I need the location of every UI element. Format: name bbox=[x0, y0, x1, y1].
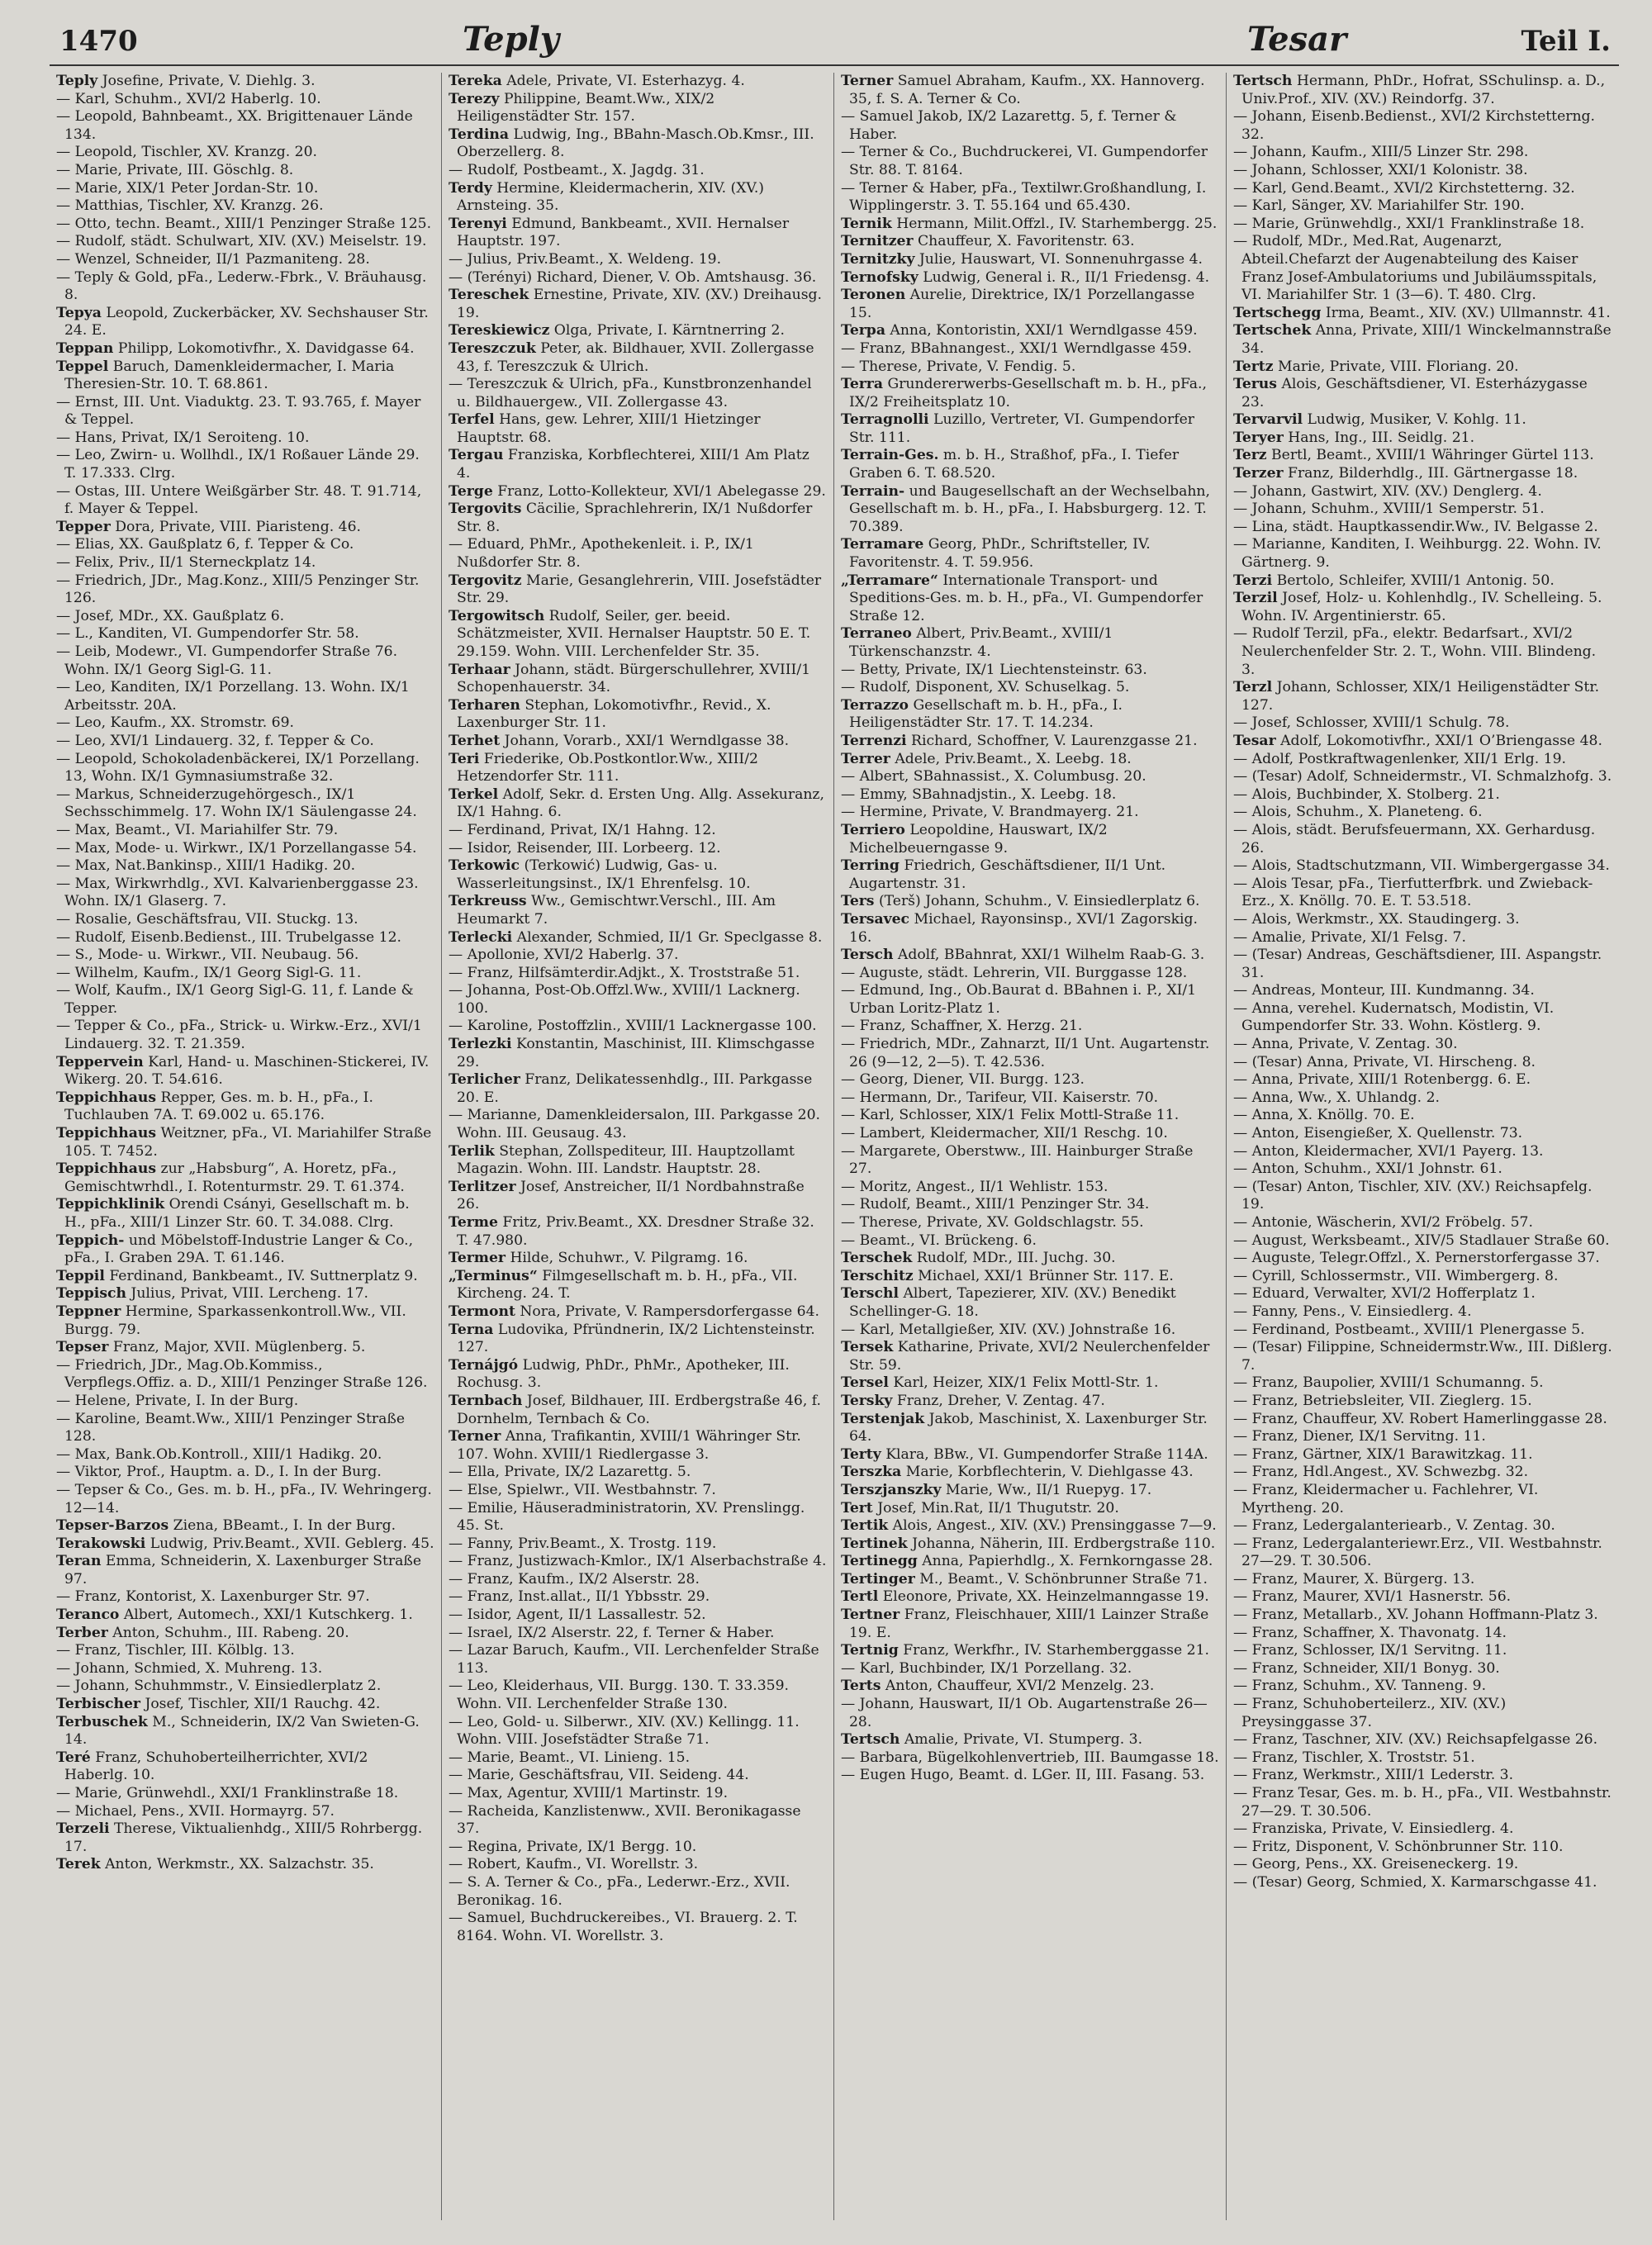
directory-entry: Terenyi Edmund, Bankbeamt., XVII. Hernalser Hauptstr. 197. bbox=[449, 215, 790, 250]
directory-entry: — Beamt., VI. Brückeng. 6. bbox=[841, 1232, 1037, 1249]
directory-entry: — Josef, Schlosser, XVIII/1 Schulg. 78. bbox=[1233, 714, 1510, 732]
directory-entry: — Therese, Private, V. Fendig. 5. bbox=[841, 358, 1076, 375]
directory-entry: Terhet Johann, Vorarb., XXI/1 Werndlgasse 38. bbox=[449, 732, 790, 749]
running-head-left: Teply bbox=[463, 20, 560, 59]
directory-entry: — Israel, IX/2 Alserstr. 22, f. Terner & Haber. bbox=[449, 1624, 775, 1641]
directory-entry: — Karl, Schlosser, XIX/1 Felix Mottl-Straße 11. bbox=[841, 1107, 1180, 1124]
directory-entry: Tersek Katharine, Private, XVI/2 Neulerchenfelder Str. 59. bbox=[841, 1339, 1210, 1374]
directory-entry: Teppil Ferdinand, Bankbeamt., IV. Suttnerplatz 9. bbox=[56, 1267, 418, 1284]
page-number: 1470 bbox=[59, 25, 138, 58]
directory-entry: Terzer Franz, Bilderhdlg., III. Gärtnergasse 18. bbox=[1233, 465, 1578, 482]
directory-entry: Terakowski Ludwig, Priv.Beamt., XVII. Geblerg. 45. bbox=[56, 1535, 434, 1552]
directory-entry: — Leib, Modewr., VI. Gumpendorfer Straße 76. Wohn. IX/1 Georg Sigl-G. 11. bbox=[56, 643, 398, 678]
directory-entry: — Alois, Buchbinder, X. Stolberg. 21. bbox=[1233, 786, 1500, 803]
directory-entry: Terty Klara, BBw., VI. Gumpendorfer Straße 114A. bbox=[841, 1445, 1208, 1463]
directory-entry: Terra Grundererwerbs-Gesellschaft m. b. H., pFa., IX/2 Freiheitsplatz 10. bbox=[841, 376, 1207, 411]
directory-entry: — Franz, Ledergalanteriearb., V. Zentag. 30. bbox=[1233, 1517, 1555, 1535]
column-4 bbox=[1227, 73, 1619, 2220]
directory-entry: — Franz, Taschner, XIV. (XV.) Reichsapfelgasse 26. bbox=[1233, 1731, 1598, 1749]
directory-entry: — Julius, Priv.Beamt., X. Weldeng. 19. bbox=[449, 250, 722, 268]
directory-entry: — Rudolf, Beamt., XIII/1 Penzinger Str. 34. bbox=[841, 1196, 1150, 1213]
directory-entry: — Marie, Geschäftsfrau, VII. Seideng. 44. bbox=[449, 1767, 749, 1784]
directory-entry: Tertnig Franz, Werkfhr., IV. Starhemberggasse 21. bbox=[841, 1642, 1209, 1659]
directory-entry: — August, Werksbeamt., XIV/5 Stadlauer Straße 60. bbox=[1233, 1232, 1610, 1249]
directory-entry: Terschl Albert, Tapezierer, XIV. (XV.) Benedikt Schellinger-G. 18. bbox=[841, 1285, 1176, 1320]
directory-entry: — Edmund, Ing., Ob.Baurat d. BBahnen i. P., XI/1 Urban Loritz-Platz 1. bbox=[841, 982, 1197, 1017]
directory-entry: Terzeli Therese, Viktualienhdg., XIII/5 Rohrbergg. 17. bbox=[56, 1820, 423, 1855]
directory-entry: — Leo, Kleiderhaus, VII. Burgg. 130. T. 33.359. Wohn. VII. Lerchenfelder Straße 130. bbox=[449, 1678, 790, 1713]
directory-entry: Tergovitz Marie, Gesanglehrerin, VIII. Josefstädter Str. 29. bbox=[449, 572, 822, 607]
directory-entry: — Cyrill, Schlossermstr., VII. Wimbergerg. 8. bbox=[1233, 1267, 1559, 1284]
directory-entry: Tersch Adolf, BBahnrat, XXI/1 Wilhelm Raab-G. 3. bbox=[841, 947, 1205, 964]
directory-entry: Teppichhaus Repper, Ges. m. b. H., pFa., I. Tuchlauben 7A. T. 69.002 u. 65.176. bbox=[56, 1089, 373, 1124]
directory-entry: Teré Franz, Schuhoberteilherrichter, XVI/2 Haberlg. 10. bbox=[56, 1749, 368, 1784]
directory-entry: — Franz, Baupolier, XVIII/1 Schumanng. 5. bbox=[1233, 1374, 1544, 1392]
directory-entry: — Karl, Gend.Beamt., XVI/2 Kirchstetterng. 32. bbox=[1233, 179, 1575, 197]
directory-entry: Tepser Franz, Major, XVII. Müglenberg. 5. bbox=[56, 1339, 366, 1356]
directory-entry: Terramare Georg, PhDr., Schriftsteller, IV. Favoritenstr. 4. T. 59.956. bbox=[841, 536, 1151, 572]
directory-entry: — Ostas, III. Untere Weißgärber Str. 48. T. 91.714, f. Mayer & Teppel. bbox=[56, 482, 422, 518]
directory-entry: — Marie, XIX/1 Peter Jordan-Str. 10. bbox=[56, 179, 319, 197]
directory-entry: — Franz, Schuhoberteilerz., XIV. (XV.) Preysinggasse 37. bbox=[1233, 1696, 1507, 1730]
directory-entry: Terzil Josef, Holz- u. Kohlenhdlg., IV. Schelleing. 5. Wohn. IV. Argentinierstr. 65. bbox=[1233, 590, 1602, 624]
directory-entry: — Johann, Schmied, X. Muhreng. 13. bbox=[56, 1659, 323, 1677]
directory-entry: — Helene, Private, I. In der Burg. bbox=[56, 1392, 299, 1409]
directory-entry: — Alois, Stadtschutzmann, VII. Wimbergergasse 34. bbox=[1233, 857, 1610, 875]
directory-entry: Ternik Hermann, Milit.Offzl., IV. Starhembergg. 25. bbox=[841, 215, 1218, 232]
directory-entry: — Karl, Schuhm., XVI/2 Haberlg. 10. bbox=[56, 90, 321, 107]
directory-entry: — Franz, Hilfsämterdir.Adjkt., X. Troststraße 51. bbox=[449, 964, 800, 981]
directory-entry: — Max, Beamt., VI. Mariahilfer Str. 79. bbox=[56, 821, 339, 838]
directory-entry: Tertschegg Irma, Beamt., XIV. (XV.) Ullmannstr. 41. bbox=[1233, 304, 1611, 321]
directory-entry: Ternbach Josef, Bildhauer, III. Erdbergstraße 46, f. Dornhelm, Ternbach & Co. bbox=[449, 1392, 821, 1427]
directory-entry: Tepya Leopold, Zuckerbäcker, XV. Sechshauser Str. 24. E. bbox=[56, 304, 429, 339]
directory-entry: — Samuel Jakob, IX/2 Lazarettg. 5, f. Terner & Haber. bbox=[841, 108, 1177, 143]
directory-entry: — Otto, techn. Beamt., XIII/1 Penzinger Straße 125. bbox=[56, 215, 432, 232]
directory-entry: — Karoline, Postoffzlin., XVIII/1 Lacknergasse 100. bbox=[449, 1018, 817, 1035]
directory-entry: Ters (Terš) Johann, Schuhm., V. Einsiedlerplatz 6. bbox=[841, 893, 1200, 910]
directory-entry: — Franz, BBahnangest., XXI/1 Werndlgasse 459. bbox=[841, 339, 1192, 357]
directory-entry: Terrenzi Richard, Schoffner, V. Laurenzgasse 21. bbox=[841, 732, 1198, 749]
directory-entry: — Fanny, Priv.Beamt., X. Trostg. 119. bbox=[449, 1535, 717, 1552]
directory-entry: — Ella, Private, IX/2 Lazarettg. 5. bbox=[449, 1464, 691, 1481]
directory-entry: Terkel Adolf, Sekr. d. Ersten Ung. Allg. Assekuranz, IX/1 Hahng. 6. bbox=[449, 786, 824, 821]
directory-entry: Tereschek Ernestine, Private, XIV. (XV.) Dreihausg. 19. bbox=[449, 287, 823, 321]
directory-entry: Termer Hilde, Schuhwr., V. Pilgramg. 16. bbox=[449, 1250, 748, 1267]
directory-entry: Tertl Eleonore, Private, XX. Heinzelmanngasse 19. bbox=[841, 1588, 1209, 1606]
directory-entry: — Therese, Private, XV. Goldschlagstr. 55. bbox=[841, 1214, 1144, 1231]
directory-entry: — Lazar Baruch, Kaufm., VII. Lerchenfelder Straße 113. bbox=[449, 1642, 819, 1677]
directory-entry: — Franz, Kaufm., IX/2 Alserstr. 28. bbox=[449, 1570, 700, 1588]
directory-entry: Teppner Hermine, Sparkassenkontroll.Ww., VII. Burgg. 79. bbox=[56, 1303, 406, 1338]
directory-entry: Teppisch Julius, Privat, VIII. Lercheng. 17. bbox=[56, 1285, 368, 1303]
directory-entry: — Josef, MDr., XX. Gaußplatz 6. bbox=[56, 607, 285, 624]
directory-entry: Tersky Franz, Dreher, V. Zentag. 47. bbox=[841, 1392, 1105, 1409]
directory-entry: Terlezki Konstantin, Maschinist, III. Klimschgasse 29. bbox=[449, 1036, 815, 1070]
directory-entry: — Eduard, PhMr., Apothekenleit. i. P., IX/1 Nußdorfer Str. 8. bbox=[449, 536, 754, 572]
directory-entry: — Fanny, Pens., V. Einsiedlerg. 4. bbox=[1233, 1303, 1472, 1320]
directory-entry: — Alois, Schuhm., X. Planeteng. 6. bbox=[1233, 804, 1483, 821]
directory-entry: — Franz, Diener, IX/1 Servitng. 11. bbox=[1233, 1428, 1486, 1445]
directory-entry: Terhaar Johann, städt. Bürgerschullehrer, XVIII/1 Schopenhauerstr. 34. bbox=[449, 661, 811, 696]
directory-entry: Tertschek Anna, Private, XIII/1 Winckelmannstraße 34. bbox=[1233, 322, 1612, 357]
directory-entry: — Robert, Kaufm., VI. Worellstr. 3. bbox=[449, 1856, 699, 1873]
directory-entry: — Franz, Werkmstr., XIII/1 Lederstr. 3. bbox=[1233, 1767, 1514, 1784]
directory-entry: Terdy Hermine, Kleidermacherin, XIV. (XV.) Arnsteing. 35. bbox=[449, 179, 765, 215]
directory-entry: — Leo, Zwirn- u. Wollhdl., IX/1 Roßauer Lände 29. T. 17.333. Clrg. bbox=[56, 447, 420, 482]
directory-entry: — Franz, Maurer, XVI/1 Hasnerstr. 56. bbox=[1233, 1588, 1512, 1606]
directory-entry: — Max, Mode- u. Wirkwr., IX/1 Porzellangasse 54. bbox=[56, 839, 417, 857]
running-head-right: Tesar bbox=[1247, 20, 1347, 59]
directory-entry: Terlitzer Josef, Anstreicher, II/1 Nordbahnstraße 26. bbox=[449, 1178, 805, 1213]
directory-entry: — Wilhelm, Kaufm., IX/1 Georg Sigl-G. 11. bbox=[56, 964, 362, 981]
directory-entry: — Marianne, Kanditen, I. Weihburgg. 22. Wohn. IV. Gärtnerg. 9. bbox=[1233, 536, 1602, 572]
directory-entry: — (Tesar) Anna, Private, VI. Hirscheng. 8. bbox=[1233, 1053, 1536, 1070]
directory-entry: — Racheida, Kanzlistenww., XVII. Beronikagasse 37. bbox=[449, 1802, 801, 1838]
directory-entry: — Matthias, Tischler, XV. Kranzg. 26. bbox=[56, 197, 324, 215]
directory-entry: — Karl, Sänger, XV. Mariahilfer Str. 190. bbox=[1233, 197, 1525, 215]
directory-entry: Tertik Alois, Angest., XIV. (XV.) Prensinggasse 7—9. bbox=[841, 1517, 1217, 1535]
directory-entry: — Rudolf, Eisenb.Bedienst., III. Trubelgasse 12. bbox=[56, 928, 401, 946]
directory-entry: Terge Franz, Lotto-Kollekteur, XVI/1 Abelegasse 29. bbox=[449, 482, 826, 500]
directory-entry: — Johann, Kaufm., XIII/5 Linzer Str. 298. bbox=[1233, 144, 1529, 161]
directory-entry: Terlecki Alexander, Schmied, II/1 Gr. Speclgasse 8. bbox=[449, 928, 823, 946]
directory-entry: Terrazzo Gesellschaft m. b. H., pFa., I. Heiligenstädter Str. 17. T. 14.234. bbox=[841, 696, 1123, 732]
directory-entry: Terner Samuel Abraham, Kaufm., XX. Hannoverg. 35, f. S. A. Terner & Co. bbox=[841, 73, 1205, 107]
directory-entry: — Marie, Beamt., VI. Linieng. 15. bbox=[449, 1749, 691, 1766]
directory-entry: — Auguste, städt. Lehrerin, VII. Burggasse 128. bbox=[841, 964, 1188, 981]
directory-entry: — Johanna, Post-Ob.Offzl.Ww., XVIII/1 Lacknerg. 100. bbox=[449, 982, 800, 1017]
directory-entry: — Anton, Kleidermacher, XVI/1 Payerg. 13. bbox=[1233, 1142, 1544, 1160]
directory-entry: — Anna, Ww., X. Uhlandg. 2. bbox=[1233, 1089, 1440, 1106]
directory-entry: Teranco Albert, Automech., XXI/1 Kutschkerg. 1. bbox=[56, 1607, 413, 1624]
directory-entry: — Alois, Werkmstr., XX. Staudingerg. 3. bbox=[1233, 910, 1520, 928]
directory-columns bbox=[50, 73, 1619, 2220]
directory-entry: — Anton, Eisengießer, X. Quellenstr. 73. bbox=[1233, 1125, 1523, 1142]
directory-entry: — Rudolf, städt. Schulwart, XIV. (XV.) Meiselstr. 19. bbox=[56, 233, 427, 250]
directory-entry: Terraneo Albert, Priv.Beamt., XVIII/1 Türkenschanzstr. 4. bbox=[841, 625, 1113, 660]
directory-entry: Terrain-Ges. m. b. H., Straßhof, pFa., I. Tiefer Graben 6. T. 68.520. bbox=[841, 447, 1180, 482]
directory-entry: Terschitz Michael, XXI/1 Brünner Str. 117. E. bbox=[841, 1267, 1174, 1284]
directory-entry: Teryer Hans, Ing., III. Seidlg. 21. bbox=[1233, 429, 1475, 446]
directory-entry: — Eugen Hugo, Beamt. d. LGer. II, III. Fasang. 53. bbox=[841, 1767, 1205, 1784]
directory-entry: Tergau Franziska, Korbflechterei, XIII/1 Am Platz 4. bbox=[449, 447, 809, 482]
directory-entry: — Rudolf, Postbeamt., X. Jagdg. 31. bbox=[449, 161, 705, 178]
directory-entry: Terbuschek M., Schneiderin, IX/2 Van Swieten-G. 14. bbox=[56, 1713, 420, 1749]
directory-entry: — S., Mode- u. Wirkwr., VII. Neubaug. 56. bbox=[56, 947, 359, 964]
directory-entry: Teppichklinik Orendi Csányi, Gesellschaft m. b. H., pFa., XIII/1 Linzer Str. 60. T. 34.088. Clrg. bbox=[56, 1196, 410, 1231]
directory-entry: — Isidor, Agent, II/1 Lassallestr. 52. bbox=[449, 1607, 706, 1624]
directory-entry: — Johann, Schuhm., XVIII/1 Semperstr. 51. bbox=[1233, 501, 1545, 518]
directory-entry: — Franz, Kleidermacher u. Fachlehrer, VI. Myrtheng. 20. bbox=[1233, 1481, 1539, 1516]
directory-entry: — Franz, Chauffeur, XV. Robert Hamerlinggasse 28. bbox=[1233, 1410, 1607, 1427]
page-header bbox=[50, 15, 1619, 66]
directory-entry: Terner Anna, Trafikantin, XVIII/1 Währinger Str. 107. Wohn. XVIII/1 Riedlergasse 3. bbox=[449, 1428, 801, 1463]
directory-entry: Terbischer Josef, Tischler, XII/1 Rauchg. 42. bbox=[56, 1696, 381, 1713]
directory-entry: — Alois Tesar, pFa., Tierfutterfbrk. und Zwieback-Erz., X. Knöllg. 70. E. T. 53.518. bbox=[1233, 875, 1593, 910]
directory-entry: — Emmy, SBahnadjstin., X. Leebg. 18. bbox=[841, 786, 1117, 803]
directory-entry: Tersavec Michael, Rayonsinsp., XVI/1 Zagorskig. 16. bbox=[841, 910, 1199, 946]
directory-entry: — Anna, Private, XIII/1 Rotenbergg. 6. E. bbox=[1233, 1071, 1531, 1089]
directory-entry: Terkowic (Terkowić) Ludwig, Gas- u. Wasserleitungsinst., IX/1 Ehrenfelsg. 10. bbox=[449, 857, 751, 892]
directory-entry: Teppel Baruch, Damenkleidermacher, I. Maria Theresien-Str. 10. T. 68.861. bbox=[56, 358, 395, 393]
directory-entry: — Tepser & Co., Ges. m. b. H., pFa., IV. Wehringerg. 12—14. bbox=[56, 1481, 432, 1516]
directory-entry: Terna Ludovika, Pfründnerin, IX/2 Lichtensteinstr. 127. bbox=[449, 1321, 815, 1356]
directory-entry: Terlicher Franz, Delikatessenhdlg., III. Parkgasse 20. E. bbox=[449, 1071, 813, 1106]
directory-entry: Teri Friederike, Ob.Postkontlor.Ww., XIII/2 Hetzendorfer Str. 111. bbox=[449, 750, 758, 786]
directory-entry: — Felix, Priv., II/1 Sterneckplatz 14. bbox=[56, 554, 316, 572]
directory-entry: Teppichhaus Weitzner, pFa., VI. Mariahilfer Straße 105. T. 7452. bbox=[56, 1125, 432, 1160]
directory-entry: Terlik Stephan, Zollspediteur, III. Hauptzollamt Magazin. Wohn. III. Landstr. Hauptstr. 28. bbox=[449, 1142, 795, 1178]
directory-entry: Teply Josefine, Private, V. Diehlg. 3. bbox=[56, 73, 316, 89]
part-label: Teil I. bbox=[1521, 25, 1611, 58]
directory-entry: — Johann, Hauswart, II/1 Ob. Augartenstraße 26—28. bbox=[841, 1696, 1208, 1730]
directory-entry: — Franz, Schneider, XII/1 Bonyg. 30. bbox=[1233, 1659, 1500, 1677]
directory-entry: — Marianne, Damenkleidersalon, III. Parkgasse 20. Wohn. III. Geusaug. 43. bbox=[449, 1107, 820, 1142]
directory-entry: — Michael, Pens., XVII. Hormayrg. 57. bbox=[56, 1802, 335, 1820]
directory-entry: Tepser-Barzos Ziena, BBeamt., I. In der Burg. bbox=[56, 1517, 396, 1535]
directory-entry: — Barbara, Bügelkohlenvertrieb, III. Baumgasse 18. bbox=[841, 1749, 1219, 1766]
directory-entry: — Alois, städt. Berufsfeuermann, XX. Gerhardusg. 26. bbox=[1233, 821, 1596, 857]
directory-entry: Terts Anton, Chauffeur, XVI/2 Menzelg. 23. bbox=[841, 1678, 1155, 1695]
directory-entry: — Samuel, Buchdruckereibes., VI. Brauerg. 2. T. 8164. Wohn. VI. Worellstr. 3. bbox=[449, 1910, 798, 1944]
directory-entry: Tersel Karl, Heizer, XIX/1 Felix Mottl-Str. 1. bbox=[841, 1374, 1159, 1392]
directory-entry: — Rudolf, Disponent, XV. Schuselkag. 5. bbox=[841, 679, 1130, 696]
directory-entry: — Max, Bank.Ob.Kontroll., XIII/1 Hadikg. 20. bbox=[56, 1445, 382, 1463]
directory-entry: Teppich- und Möbelstoff-Industrie Langer & Co., pFa., I. Graben 29A. T. 61.146. bbox=[56, 1232, 414, 1267]
directory-entry: — Eduard, Verwalter, XVI/2 Hofferplatz 1. bbox=[1233, 1285, 1536, 1303]
directory-entry: — Leo, Kaufm., XX. Stromstr. 69. bbox=[56, 714, 294, 732]
directory-entry: — Andreas, Monteur, III. Kundmanng. 34. bbox=[1233, 982, 1535, 999]
directory-entry: Tertsch Amalie, Private, VI. Stumperg. 3. bbox=[841, 1731, 1143, 1749]
directory-entry: — Friedrich, MDr., Zahnarzt, II/1 Unt. Augartenstr. 26 (9—12, 2—5). T. 42.536. bbox=[841, 1036, 1210, 1070]
directory-entry: — Regina, Private, IX/1 Bergg. 10. bbox=[449, 1838, 697, 1855]
directory-entry: Terber Anton, Schuhm., III. Rabeng. 20. bbox=[56, 1624, 349, 1641]
directory-entry: Terriero Leopoldine, Hauswart, IX/2 Michelbeuerngasse 9. bbox=[841, 821, 1108, 857]
directory-entry: Ternofsky Ludwig, General i. R., II/1 Friedensg. 4. bbox=[841, 268, 1210, 286]
directory-entry: — Max, Agentur, XVIII/1 Martinstr. 19. bbox=[449, 1785, 729, 1801]
directory-entry: — Hermine, Private, V. Brandmayerg. 21. bbox=[841, 804, 1139, 821]
directory-entry: — Friedrich, JDr., Mag.Ob.Kommiss., Verpflegs.Offiz. a. D., XIII/1 Penzinger Straße 126. bbox=[56, 1356, 428, 1392]
directory-entry: — Albert, SBahnassist., X. Columbusg. 20. bbox=[841, 768, 1146, 786]
directory-entry: Tervarvil Ludwig, Musiker, V. Kohlg. 11. bbox=[1233, 411, 1526, 429]
directory-entry: — Franz, Justizwach-Kmlor., IX/1 Alserbachstraße 4. bbox=[449, 1553, 827, 1570]
directory-entry: Terfel Hans, gew. Lehrer, XIII/1 Hietzinger Hauptstr. 68. bbox=[449, 411, 761, 446]
directory-entry: — (Tesar) Georg, Schmied, X. Karmarschgasse 41. bbox=[1233, 1873, 1597, 1891]
directory-entry: Terring Friedrich, Geschäftsdiener, II/1 Unt. Augartenstr. 31. bbox=[841, 857, 1166, 892]
directory-entry: Terkreuss Ww., Gemischtwr.Verschl., III. Am Heumarkt 7. bbox=[449, 893, 776, 928]
directory-entry: — Apollonie, XVI/2 Haberlg. 37. bbox=[449, 947, 679, 964]
directory-entry: — Margarete, Oberstww., III. Hainburger Straße 27. bbox=[841, 1142, 1194, 1178]
directory-entry: Tertner Franz, Fleischhauer, XIII/1 Lainzer Straße 19. E. bbox=[841, 1607, 1209, 1641]
directory-entry: Tertinegg Anna, Papierhdlg., X. Fernkorngasse 28. bbox=[841, 1553, 1213, 1570]
directory-entry: Terdina Ludwig, Ing., BBahn-Masch.Ob.Kmsr., III. Oberzellerg. 8. bbox=[449, 126, 814, 161]
directory-entry: — Max, Wirkwrhdlg., XVI. Kalvarienberggasse 23. Wohn. IX/1 Glaserg. 7. bbox=[56, 875, 419, 910]
directory-entry: — L., Kanditen, VI. Gumpendorfer Str. 58. bbox=[56, 625, 359, 643]
directory-entry: — Amalie, Private, XI/1 Felsg. 7. bbox=[1233, 928, 1466, 946]
directory-entry: Terek Anton, Werkmstr., XX. Salzachstr. 35. bbox=[56, 1856, 374, 1873]
directory-entry: — Ferdinand, Privat, IX/1 Hahng. 12. bbox=[449, 821, 716, 838]
directory-entry: — Franz, Ledergalanteriewr.Erz., VII. Westbahnstr. 27—29. T. 30.506. bbox=[1233, 1535, 1602, 1570]
column-2 bbox=[442, 73, 834, 2220]
directory-entry: — Anton, Schuhm., XXI/1 Johnstr. 61. bbox=[1233, 1160, 1502, 1178]
directory-entry: — Franz, Betriebsleiter, VII. Zieglerg. 15. bbox=[1233, 1392, 1532, 1409]
directory-entry: — Elias, XX. Gaußplatz 6, f. Tepper & Co. bbox=[56, 536, 354, 553]
directory-entry: — Franz, Schaffner, X. Thavonatg. 14. bbox=[1233, 1624, 1507, 1641]
directory-entry: — Franz, Tischler, III. Kölblg. 13. bbox=[56, 1642, 295, 1659]
directory-entry: — Georg, Pens., XX. Greiseneckerg. 19. bbox=[1233, 1856, 1519, 1873]
directory-entry: — Max, Nat.Bankinsp., XIII/1 Hadikg. 20. bbox=[56, 857, 356, 875]
directory-entry: Terharen Stephan, Lokomotivfhr., Revid., X. Laxenburger Str. 11. bbox=[449, 696, 771, 732]
directory-entry: — Marie, Private, III. Göschlg. 8. bbox=[56, 161, 294, 178]
directory-entry: — Antonie, Wäscherin, XVI/2 Fröbelg. 57. bbox=[1233, 1214, 1533, 1231]
directory-entry: Teran Emma, Schneiderin, X. Laxenburger Straße 97. bbox=[56, 1553, 422, 1588]
directory-entry: — Emilie, Häuseradministratorin, XV. Prenslingg. 45. St. bbox=[449, 1499, 805, 1535]
directory-entry: — Ernst, III. Unt. Viaduktg. 23. T. 93.765, f. Mayer & Teppel. bbox=[56, 393, 421, 429]
directory-entry: — Hans, Privat, IX/1 Seroiteng. 10. bbox=[56, 429, 310, 446]
directory-entry: Tertsch Hermann, PhDr., Hofrat, SSchulinsp. a. D., Univ.Prof., XIV. (XV.) Reindorfg. 37. bbox=[1233, 73, 1606, 107]
directory-entry: Tereka Adele, Private, VI. Esterhazyg. 4. bbox=[449, 73, 745, 89]
directory-entry: — Rosalie, Geschäftsfrau, VII. Stuckg. 13. bbox=[56, 910, 358, 928]
directory-entry: Terrain- und Baugesellschaft an der Wechselbahn, Gesellschaft m. b. H., pFa., I. Habsburgerg. 12. T. 70.389. bbox=[841, 482, 1210, 535]
directory-entry: Tertinek Johanna, Näherin, III. Erdbergstraße 110. bbox=[841, 1535, 1216, 1552]
directory-entry: — Wolf, Kaufm., IX/1 Georg Sigl-G. 11, f. Lande & Tepper. bbox=[56, 982, 414, 1017]
directory-entry: — Betty, Private, IX/1 Liechtensteinstr. 63. bbox=[841, 661, 1147, 678]
directory-entry: — (Tesar) Anton, Tischler, XIV. (XV.) Reichsapfelg. 19. bbox=[1233, 1178, 1593, 1213]
directory-entry: — Leopold, Tischler, XV. Kranzg. 20. bbox=[56, 144, 318, 161]
directory-entry: — Teply & Gold, pFa., Lederw.-Fbrk., V. Bräuhausg. 8. bbox=[56, 268, 427, 304]
directory-entry: — (Terényi) Richard, Diener, V. Ob. Amtshausg. 36. bbox=[449, 268, 817, 286]
directory-entry: Tepper Dora, Private, VIII. Piaristeng. 46. bbox=[56, 518, 361, 535]
directory-entry: — Anna, X. Knöllg. 70. E. bbox=[1233, 1107, 1415, 1124]
directory-entry: — Ferdinand, Postbeamt., XVIII/1 Plenergasse 5. bbox=[1233, 1321, 1585, 1338]
directory-entry: — Johann, Gastwirt, XIV. (XV.) Denglerg. 4. bbox=[1233, 482, 1542, 500]
directory-entry: Tereszczuk Peter, ak. Bildhauer, XVII. Zollergasse 43, f. Tereszczuk & Ulrich. bbox=[449, 339, 814, 375]
directory-entry: — Franz, Tischler, X. Troststr. 51. bbox=[1233, 1749, 1475, 1766]
directory-entry: — Johann, Schlosser, XXI/1 Kolonistr. 38. bbox=[1233, 161, 1528, 178]
directory-entry: Terrer Adele, Priv.Beamt., X. Leebg. 18. bbox=[841, 750, 1132, 767]
directory-entry: — Leopold, Bahnbeamt., XX. Brigittenauer Lände 134. bbox=[56, 108, 413, 143]
directory-entry: — Karl, Buchbinder, IX/1 Porzellang. 32. bbox=[841, 1659, 1132, 1677]
directory-entry: Tesar Adolf, Lokomotivfhr., XXI/1 O’Briengasse 48. bbox=[1233, 732, 1602, 749]
directory-entry: — Fritz, Disponent, V. Schönbrunner Str. 110. bbox=[1233, 1838, 1564, 1855]
directory-entry: Teppervein Karl, Hand- u. Maschinen-Stickerei, IV. Wikerg. 20. T. 54.616. bbox=[56, 1053, 430, 1089]
directory-entry: — Leo, Gold- u. Silberwr., XIV. (XV.) Kellingg. 11. Wohn. VIII. Josefstädter Straße 71. bbox=[449, 1713, 800, 1749]
directory-entry: — Wenzel, Schneider, II/1 Pazmaniteng. 28. bbox=[56, 250, 370, 268]
directory-entry: — Lambert, Kleidermacher, XII/1 Reschg. 10. bbox=[841, 1125, 1168, 1142]
directory-entry: — Marie, Grünwehdlg., XXI/1 Franklinstraße 18. bbox=[1233, 215, 1585, 232]
directory-entry: Terragnolli Luzillo, Vertreter, VI. Gumpendorfer Str. 111. bbox=[841, 411, 1194, 446]
directory-entry: — Moritz, Angest., II/1 Wehlistr. 153. bbox=[841, 1178, 1108, 1195]
column-1 bbox=[50, 73, 442, 2220]
directory-entry: — Markus, Schneiderzugehörgesch., IX/1 Sechsschimmelg. 17. Wohn IX/1 Säulengasse 24. bbox=[56, 786, 417, 821]
directory-entry: Terszka Marie, Korbflechterin, V. Diehlgasse 43. bbox=[841, 1464, 1194, 1481]
directory-entry: — Else, Spielwr., VII. Westbahnstr. 7. bbox=[449, 1481, 716, 1498]
directory-entry: Terpa Anna, Kontoristin, XXI/1 Werndlgasse 459. bbox=[841, 322, 1198, 339]
directory-entry: — Terner & Haber, pFa., Textilwr.Großhandlung, I. Wipplingerstr. 3. T. 55.164 und 65.430. bbox=[841, 179, 1207, 215]
directory-entry: Tereskiewicz Olga, Private, I. Kärntnerring 2. bbox=[449, 322, 785, 339]
directory-entry: — Franz, Schaffner, X. Herzg. 21. bbox=[841, 1018, 1083, 1035]
directory-entry: — Franz, Metallarb., XV. Johann Hoffmann-Platz 3. bbox=[1233, 1607, 1598, 1624]
directory-entry: Terus Alois, Geschäftsdiener, VI. Esterházygasse 23. bbox=[1233, 376, 1588, 411]
directory-entry: — Karoline, Beamt.Ww., XIII/1 Penzinger Straße 128. bbox=[56, 1410, 406, 1445]
directory-entry: — Georg, Diener, VII. Burgg. 123. bbox=[841, 1071, 1085, 1089]
directory-entry: — Rudolf Terzil, pFa., elektr. Bedarfsart., XVI/2 Neulerchenfelder Str. 2. T., Wohn. VIII. Blindeng. 3. bbox=[1233, 625, 1597, 678]
directory-entry: Tertinger M., Beamt., V. Schönbrunner Straße 71. bbox=[841, 1570, 1208, 1588]
directory-entry: Tert Josef, Min.Rat, II/1 Thugutstr. 20. bbox=[841, 1499, 1119, 1516]
directory-entry: Terszjanszky Marie, Ww., II/1 Ruepyg. 17. bbox=[841, 1481, 1152, 1498]
directory-entry: — Terner & Co., Buchdruckerei, VI. Gumpendorfer Str. 88. T. 8164. bbox=[841, 144, 1208, 178]
directory-entry: Tergowitsch Rudolf, Seiler, ger. beeid. Schätzmeister, XVII. Hernalser Hauptstr. 50 E. T. 29.159. Wohn. VIII. Lerchenfelder Str. 35. bbox=[449, 607, 811, 660]
directory-entry: Terzl Johann, Schlosser, XIX/1 Heiligenstädter Str. 127. bbox=[1233, 679, 1600, 714]
directory-entry: — (Tesar) Filippine, Schneidermstr.Ww., III. Dißlerg. 7. bbox=[1233, 1339, 1612, 1374]
directory-entry: — Friedrich, JDr., Mag.Konz., XIII/5 Penzinger Str. 126. bbox=[56, 572, 420, 607]
directory-entry: Termont Nora, Private, V. Rampersdorfergasse 64. bbox=[449, 1303, 819, 1320]
directory-entry: Terschek Rudolf, MDr., III. Juchg. 30. bbox=[841, 1250, 1116, 1267]
directory-entry: Teppichhaus zur „Habsburg“, A. Horetz, pFa., Gemischtwrhdl., I. Rotenturmstr. 29. T. 61.374. bbox=[56, 1160, 405, 1195]
directory-entry: — Hermann, Dr., Tarifeur, VII. Kaiserstr. 70. bbox=[841, 1089, 1159, 1106]
directory-entry: — S. A. Terner & Co., pFa., Lederwr.-Erz., XVII. Beronikag. 16. bbox=[449, 1873, 790, 1909]
directory-entry: — Anna, Private, V. Zentag. 30. bbox=[1233, 1036, 1458, 1053]
directory-entry: — (Tesar) Andreas, Geschäftsdiener, III. Aspangstr. 31. bbox=[1233, 947, 1602, 981]
directory-entry: Tergovits Cäcilie, Sprachlehrerin, IX/1 Nußdorfer Str. 8. bbox=[449, 501, 813, 535]
directory-entry: — Franziska, Private, V. Einsiedlerg. 4. bbox=[1233, 1820, 1514, 1838]
directory-entry: Tertz Marie, Private, VIII. Floriang. 20. bbox=[1233, 358, 1519, 375]
directory-entry: — Tepper & Co., pFa., Strick- u. Wirkw.-Erz., XVI/1 Lindauerg. 32. T. 21.359. bbox=[56, 1018, 422, 1053]
directory-entry: — Marie, Grünwehdl., XXI/1 Franklinstraße 18. bbox=[56, 1785, 399, 1801]
directory-entry: — Tereszczuk & Ulrich, pFa., Kunstbronzenhandel u. Bildhauergew., VII. Zollergasse 43. bbox=[449, 376, 812, 411]
directory-entry: — Franz, Gärtner, XIX/1 Barawitzkag. 11. bbox=[1233, 1445, 1533, 1463]
directory-entry: — Anna, verehel. Kudernatsch, Modistin, VI. Gumpendorfer Str. 33. Wohn. Köstlerg. 9. bbox=[1233, 999, 1555, 1035]
directory-entry: Terz Bertl, Beamt., XVIII/1 Währinger Gürtel 113. bbox=[1233, 447, 1594, 464]
directory-entry: Terezy Philippine, Beamt.Ww., XIX/2 Heiligenstädter Str. 157. bbox=[449, 90, 715, 126]
directory-entry: „Terminus“ Filmgesellschaft m. b. H., pFa., VII. Kircheng. 24. T. bbox=[449, 1267, 798, 1303]
directory-entry: — Johann, Eisenb.Bedienst., XVI/2 Kirchstetterng. 32. bbox=[1233, 108, 1596, 143]
directory-entry: — Franz, Schuhm., XV. Tanneng. 9. bbox=[1233, 1678, 1487, 1695]
column-3 bbox=[834, 73, 1227, 2220]
directory-entry: — Isidor, Reisender, III. Lorbeerg. 12. bbox=[449, 839, 721, 857]
directory-entry: — Franz, Hdl.Angest., XV. Schwezbg. 32. bbox=[1233, 1464, 1529, 1481]
directory-entry: Ternitzky Julie, Hauswart, VI. Sonnenuhrgasse 4. bbox=[841, 250, 1203, 268]
directory-entry: — Johann, Schuhmmstr., V. Einsiedlerplatz 2. bbox=[56, 1678, 382, 1695]
directory-entry: Teppan Philipp, Lokomotivfhr., X. Davidgasse 64. bbox=[56, 339, 415, 357]
directory-entry: — Adolf, Postkraftwagenlenker, XII/1 Erlg. 19. bbox=[1233, 750, 1566, 767]
directory-entry: Terme Fritz, Priv.Beamt., XX. Dresdner Straße 32. T. 47.980. bbox=[449, 1214, 814, 1249]
directory-entry: Teronen Aurelie, Direktrice, IX/1 Porzellangasse 15. bbox=[841, 287, 1195, 321]
directory-entry: — Franz, Schlosser, IX/1 Servitng. 11. bbox=[1233, 1642, 1507, 1659]
directory-entry: — Leo, Kanditen, IX/1 Porzellang. 13. Wohn. IX/1 Arbeitsstr. 20A. bbox=[56, 679, 410, 714]
directory-entry: — Franz, Kontorist, X. Laxenburger Str. 97. bbox=[56, 1588, 370, 1606]
directory-entry: — (Tesar) Adolf, Schneidermstr., VI. Schmalzhofg. 3. bbox=[1233, 768, 1612, 786]
directory-entry: — Rudolf, MDr., Med.Rat, Augenarzt, Abteil.Chefarzt der Augenabteilung des Kaiser Franz Josef-Ambulatoriums und Jubiläumsspitals, VI. Mariahilfer Str. 1 (3—6). T. 480. Clrg. bbox=[1233, 233, 1597, 304]
directory-entry: — Franz, Maurer, X. Bürgerg. 13. bbox=[1233, 1570, 1475, 1588]
directory-entry: — Leopold, Schokoladenbäckerei, IX/1 Porzellang. 13, Wohn. IX/1 Gymnasiumstraße 32. bbox=[56, 750, 420, 786]
directory-entry: Terzi Bertolo, Schleifer, XVIII/1 Antonig. 50. bbox=[1233, 572, 1555, 589]
directory-entry: Ternitzer Chauffeur, X. Favoritenstr. 63. bbox=[841, 233, 1135, 250]
directory-entry: — Franz, Inst.allat., II/1 Ybbsstr. 29. bbox=[449, 1588, 710, 1606]
directory-entry: Ternájgó Ludwig, PhDr., PhMr., Apotheker, III. Rochusg. 3. bbox=[449, 1356, 790, 1392]
directory-entry: — Leo, XVI/1 Lindauerg. 32, f. Tepper & Co. bbox=[56, 732, 374, 749]
directory-entry: — Franz Tesar, Ges. m. b. H., pFa., VII. Westbahnstr. 27—29. T. 30.506. bbox=[1233, 1785, 1612, 1820]
directory-entry: — Karl, Metallgießer, XIV. (XV.) Johnstraße 16. bbox=[841, 1321, 1176, 1338]
directory-entry: — Viktor, Prof., Hauptm. a. D., I. In der Burg. bbox=[56, 1464, 382, 1481]
directory-entry: — Auguste, Telegr.Offzl., X. Pernerstorfergasse 37. bbox=[1233, 1250, 1600, 1267]
directory-entry: — Lina, städt. Hauptkassendir.Ww., IV. Belgasse 2. bbox=[1233, 518, 1598, 535]
directory-entry: „Terramare“ Internationale Transport- und Speditions-Ges. m. b. H., pFa., VI. Gumpendorfer Straße 12. bbox=[841, 572, 1203, 624]
directory-entry: Terstenjak Jakob, Maschinist, X. Laxenburger Str. 64. bbox=[841, 1410, 1208, 1445]
